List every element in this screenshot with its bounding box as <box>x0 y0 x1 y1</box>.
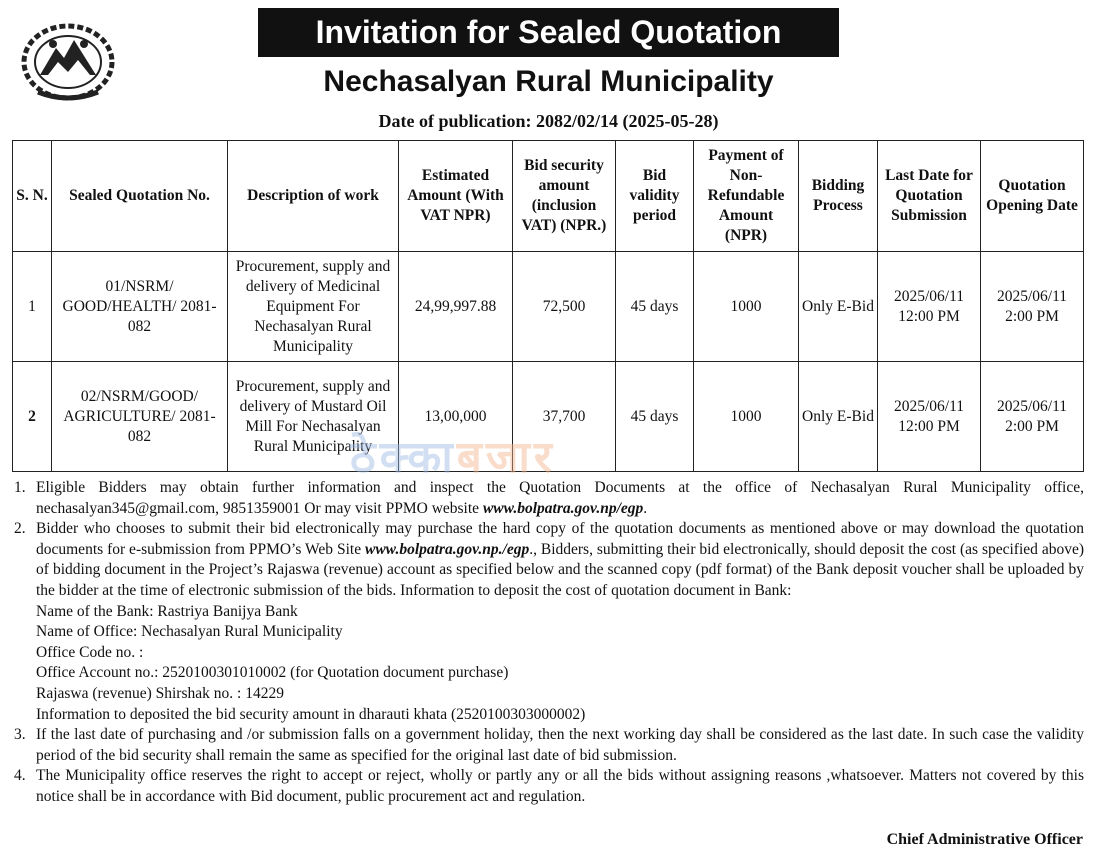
note-text-continued: ., Bidders, submitting their bid electronically, should deposit the cost (as specified above) of bidding document in the Project’s Rajaswa (revenue) account as specified below and the scanned copy (pdf format) of the Bank deposit voucher shall be uploaded by the bidder at the time of electronic submission of the bids. Information to deposit the cost of quotation document in Bank: <box>36 540 1084 599</box>
ppmo-link[interactable]: www.bolpatra.gov.np./egp <box>365 540 530 558</box>
office-account: Office Account no.: 2520100301010002 (for Quotation document purchase) <box>36 664 509 682</box>
cell-bid-security: 37,700 <box>513 362 616 472</box>
note-number: 1. <box>14 479 26 496</box>
cell-quotation-no: 01/NSRM/ GOOD/HEALTH/ 2081-082 <box>52 252 228 362</box>
note-2 <box>14 519 1084 601</box>
cell-last-date: 2025/06/11 12:00 PM <box>878 362 981 472</box>
cell-opening-date: 2025/06/11 2:00 PM <box>981 362 1084 472</box>
cell-estimated-amount: 24,99,997.88 <box>399 252 513 362</box>
header-sn: S. N. <box>13 141 52 252</box>
cell-sn: 2 <box>13 362 52 472</box>
note-3 <box>14 725 1084 766</box>
office-code: Office Code no. : <box>36 643 144 661</box>
note-4 <box>14 766 1084 807</box>
header-quotation-no: Sealed Quotation No. <box>52 141 228 252</box>
note-punctuation: . <box>643 499 648 517</box>
organization-name: Nechasalyan Rural Municipality <box>323 65 774 98</box>
notes-section <box>14 478 1084 808</box>
cell-validity: 45 days <box>616 362 694 472</box>
header-bidding-process: Bidding Process <box>799 141 878 252</box>
header-bid-security: Bid security amount (inclusion VAT) (NPR.) <box>513 141 616 252</box>
cell-last-date: 2025/06/11 12:00 PM <box>878 252 981 362</box>
table-row <box>13 252 1084 362</box>
cell-payment: 1000 <box>694 362 799 472</box>
note-text: Eligible Bidders may obtain further information and inspect the Quotation Documents at the office of Nechasalyan Rural Municipality office, nechasalyan345@gmail.com, 9851359001 Or may visit PPMO website <box>36 479 1084 517</box>
cell-opening-date: 2025/06/11 2:00 PM <box>981 252 1084 362</box>
header-last-date: Last Date for Quotation Submission <box>878 141 981 252</box>
header-opening-date: Quotation Opening Date <box>981 141 1084 252</box>
cell-process: Only E-Bid <box>799 252 878 362</box>
header-payment: Payment of Non-Refundable Amount (NPR) <box>694 141 799 252</box>
ppmo-link[interactable]: www.bolpatra.gov.np/egp <box>482 499 644 517</box>
header-description: Description of work <box>228 141 399 252</box>
cell-description: Procurement, supply and delivery of Mustard Oil Mill For Nechasalyan Rural Municipality <box>228 362 399 472</box>
table-row <box>13 362 1084 472</box>
cell-validity: 45 days <box>616 252 694 362</box>
note-number: 2. <box>14 520 26 538</box>
note-1 <box>14 478 1084 519</box>
cell-quotation-no: 02/NSRM/GOOD/ AGRICULTURE/ 2081-082 <box>52 362 228 472</box>
cell-description: Procurement, supply and delivery of Medicinal Equipment For Nechasalyan Rural Municipality <box>228 252 399 362</box>
rajaswa-shirshak: Rajaswa (revenue) Shirshak no. : 14229 <box>36 684 284 702</box>
note-number: 4. <box>14 767 26 785</box>
watermark-part-1: ठेक्का <box>350 432 457 483</box>
publication-date: Date of publication: 2082/02/14 (2025-05-28) <box>378 111 719 131</box>
cell-sn: 1 <box>13 252 52 362</box>
quotation-table <box>12 140 1084 472</box>
note-number: 3. <box>14 726 26 744</box>
note-text: The Municipality office reserves the right to accept or reject, wholly or partly any or all the bids without assigning reasons ,whatsoever. Matters not covered by this notice shall be in accordance with Bid document, public procurement act and regulation. <box>36 767 1084 805</box>
cell-bid-security: 72,500 <box>513 252 616 362</box>
note-text: Bidder who chooses to submit their bid electronically may purchase the hard copy of the quotation documents as mentioned above or may download the quotation documents for e-submission from PPMO’s Web Site <box>36 520 1084 558</box>
signature: Chief Administrative Officer <box>886 831 1083 848</box>
office-name: Name of Office: Nechasalyan Rural Municipality <box>36 623 343 641</box>
notice-title: Invitation for Sealed Quotation <box>258 8 839 57</box>
note-text: If the last date of purchasing and /or submission falls on a government holiday, then the next working day shall be considered as the last date. In such case the validity period of the bid security shall remain the same as specified for the original last date of bid submission. <box>36 726 1084 764</box>
bank-name: Name of the Bank: Rastriya Banijya Bank <box>36 602 298 620</box>
cell-process: Only E-Bid <box>799 362 878 472</box>
header-bid-validity: Bid validity period <box>616 141 694 252</box>
header-estimated-amount: Estimated Amount (With VAT NPR) <box>399 141 513 252</box>
watermark-part-2: बजार <box>456 432 556 483</box>
table-header-row <box>13 141 1084 252</box>
cell-payment: 1000 <box>694 252 799 362</box>
cell-estimated-amount: 13,00,000 <box>399 362 513 472</box>
bid-security-info: Information to deposited the bid security amount in dharauti khata (2520100303000002) <box>36 705 586 723</box>
